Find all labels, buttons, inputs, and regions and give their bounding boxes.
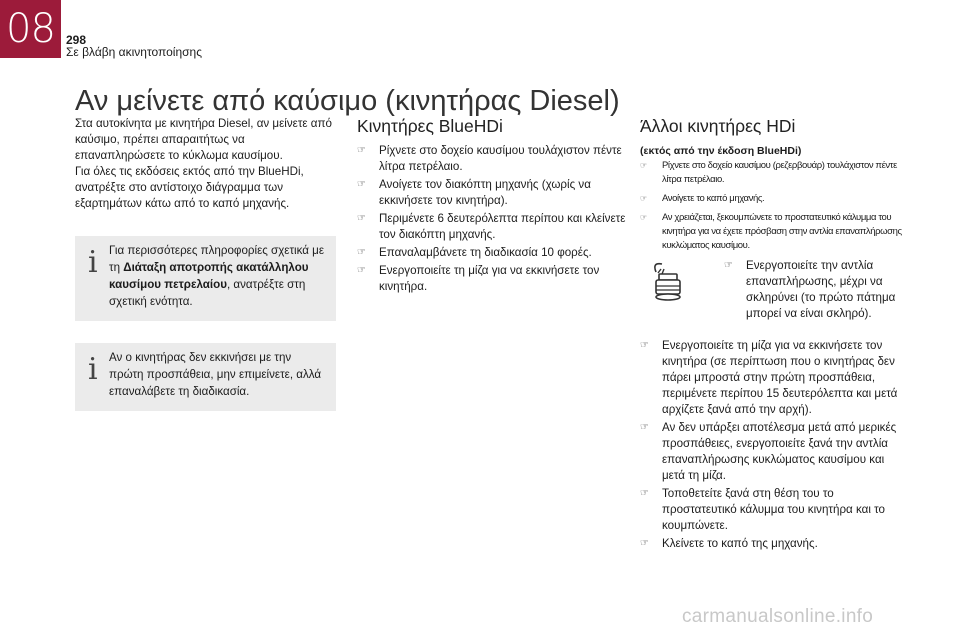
info-icon: i [88,352,98,387]
bluehdi-column [357,118,627,297]
info-box [75,343,336,411]
step-text: Αν χρειάζεται, ξεκουμπώνετε το προστατευτικό κάλυμμα του κινητήρα για να έχετε πρόσβαση στην αντλία επαναπλήρωσης κυκλώματος καυσίμου. [662,212,902,251]
step-text: Κλείνετε το καπό της μηχανής. [662,537,818,550]
pointing-hand-icon: ☞ [357,247,366,258]
info-text: Αν ο κινητήρας δεν εκκινήσει με την πρώτη προσπάθεια, μην επιμείνετε, αλλά επαναλάβετε τη διαδικασία. [109,351,322,398]
pointing-hand-icon: ☞ [640,213,647,222]
step-text: Επαναλαμβάνετε τη διαδικασία 10 φορές. [379,246,592,259]
step-text: Ρίχνετε στο δοχείο καυσίμου τουλάχιστον πέντε λίτρα πετρέλαιο. [379,144,622,173]
pointing-hand-icon: ☞ [640,161,647,170]
hdi-column [640,118,910,554]
info-text: Για περισσότερες πληροφορίες σχετικά με τη [109,244,325,274]
priming-pump-icon [650,262,686,302]
info-text: , ανατρέξτε στη σχετική ενότητα. [109,278,306,308]
pointing-hand-icon: ☞ [640,422,649,433]
list-item [640,420,910,484]
bluehdi-heading: Κινητήρες BlueHDi [357,116,503,136]
list-item [357,245,627,261]
list-item [357,177,627,209]
step-text: Ενεργοποιείτε τη μίζα για να εκκινήσετε τον κινητήρα. [379,264,600,293]
chapter-tab: 08 [0,0,61,58]
list-item [640,211,910,253]
pump-block [640,258,910,326]
pointing-hand-icon: ☞ [357,179,366,190]
pointing-hand-icon: ☞ [724,260,733,271]
page-title: Αν μείνετε από καύσιμο (κινητήρας Diesel) [75,85,620,118]
list-item [640,159,910,187]
hdi-small-steps [640,159,910,253]
step-text: Τοποθετείτε ξανά στη θέση του το προστατευτικό κάλυμμα του κινητήρα και το κουμπώνετε. [662,487,885,532]
step-text: Ανοίγετε τον διακόπτη μηχανής (χωρίς να εκκινήσετε τον κινητήρα). [379,178,591,207]
list-item [724,258,914,322]
info-text-bold: Διάταξη αποτροπής ακατάλληλου καυσίμου πετρελαίου [109,261,309,291]
step-text: Ενεργοποιείτε την αντλία επαναπλήρωσης, μέχρι να σκληρύνει (το πρώτο πάτημα μπορεί να είναι σκληρό). [746,259,896,320]
section-name: Σε βλάβη ακινητοποίησης [66,45,203,59]
intro-column [75,116,337,212]
info-box [75,236,336,321]
step-text: Ενεργοποιείτε τη μίζα για να εκκινήσετε τον κινητήρα (σε περίπτωση που ο κινητήρας δεν πάρει μπροστά στην πρώτη προσπάθεια, περιμένετε περίπου 15 δευτερόλεπτα και μετά αρχίζετε ξανά από την αρχή). [662,339,898,416]
list-item [640,536,910,552]
intro-paragraph: Για όλες τις εκδόσεις εκτός από την BlueHDi, ανατρέξτε στο αντίστοιχο διάγραμμα των εξαρτημάτων κάτω από το καπό μηχανής. [75,165,304,210]
list-item [357,263,627,295]
list-item [640,192,910,206]
pointing-hand-icon: ☞ [640,538,649,549]
hdi-subheading: (εκτός από την έκδοση BlueHDi) [640,145,802,157]
hdi-steps [640,338,910,552]
list-item [640,338,910,418]
list-item [357,211,627,243]
step-text: Αν δεν υπάρξει αποτέλεσμα μετά από μερικές προσπάθειες, ενεργοποιείτε ξανά την αντλία επαναπλήρωσης κυκλώματος καυσίμου και μετά τη μίζα. [662,421,897,482]
page-number: 298 [66,33,87,47]
bluehdi-steps [357,143,627,295]
step-text: Ρίχνετε στο δοχείο καυσίμου (ρεζερβουάρ) τουλάχιστον πέντε λίτρα πετρέλαιο. [662,160,897,185]
list-item [640,486,910,534]
watermark: carmanualsonline.info [682,606,874,627]
pointing-hand-icon: ☞ [640,488,649,499]
pointing-hand-icon: ☞ [357,213,366,224]
pointing-hand-icon: ☞ [640,340,649,351]
step-text: Ανοίγετε το καπό μηχανής. [662,193,765,204]
hdi-heading: Άλλοι κινητήρες HDi [640,116,796,136]
pointing-hand-icon: ☞ [357,265,366,276]
list-item [357,143,627,175]
intro-paragraph: Στα αυτοκίνητα με κινητήρα Diesel, αν μείνετε από καύσιμο, πρέπει απαραιτήτως να επαναπληρώσετε το κύκλωμα καυσίμου. [75,117,332,162]
pointing-hand-icon: ☞ [640,194,647,203]
info-icon: i [88,245,98,280]
step-text: Περιμένετε 6 δευτερόλεπτα περίπου και κλείνετε τον διακόπτη μηχανής. [379,212,626,241]
pointing-hand-icon: ☞ [357,145,366,156]
